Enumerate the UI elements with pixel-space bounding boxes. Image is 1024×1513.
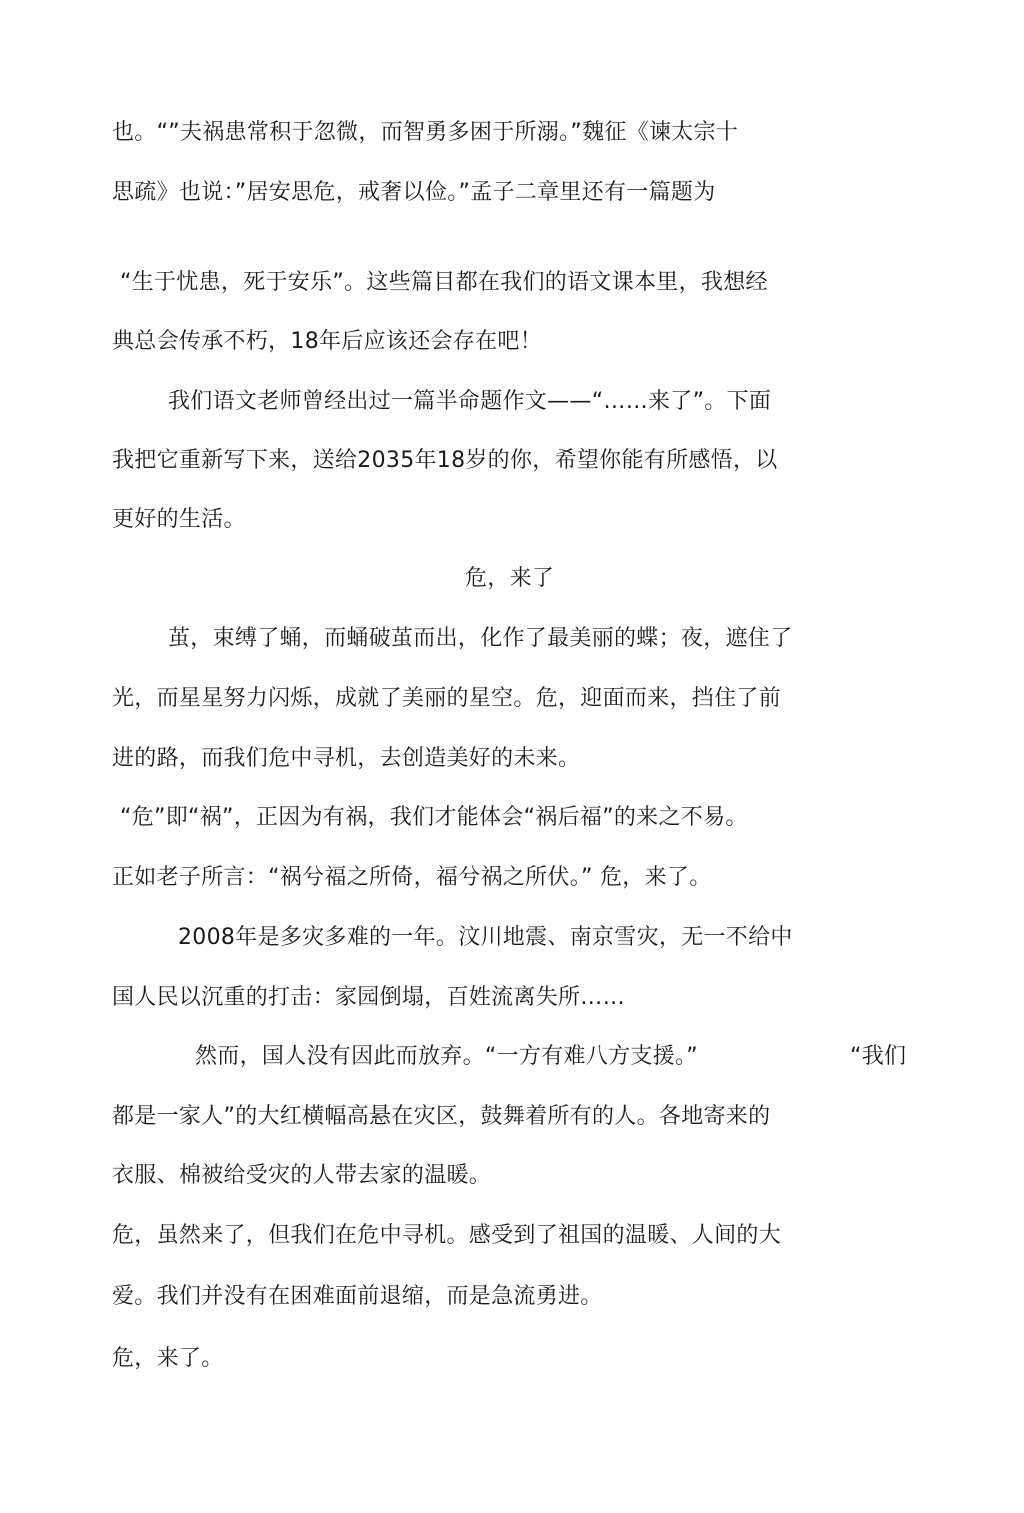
text-line: 也。“”夫祸患常积于忽微，而智勇多困于所溺。”魏征《谏太宗十 [112, 120, 739, 145]
text-line: 我把它重新写下来，送给2035年18岁的你，希望你能有所感悟，以 [112, 448, 778, 473]
text-line: 危，虽然来了，但我们在危中寻机。感受到了祖国的温暖、人间的大 [112, 1223, 782, 1248]
essay-title: 危，来了 [465, 566, 555, 591]
text-line: 爱。我们并没有在困难面前退缩，而是急流勇进。 [112, 1284, 603, 1309]
text-line: 衣服、棉被给受灾的人带去家的温暖。 [112, 1163, 492, 1188]
text-line: “我们 [850, 1044, 907, 1069]
text-line: 危，来了。 [112, 1346, 224, 1371]
text-line: 茧，束缚了蛹，而蛹破茧而出，化作了最美丽的蝶；夜，遮住了 [168, 626, 793, 651]
text-line: “危”即“祸”，正因为有祸，我们才能体会“祸后福”的来之不易。 [120, 805, 748, 830]
text-line: 正如老子所言：“祸兮福之所倚，福兮祸之所伏。” 危，来了。 [112, 865, 712, 890]
text-line: 典总会传承不朽，18年后应该还会存在吧！ [112, 329, 542, 354]
text-line: 光，而星星努力闪烁，成就了美丽的星空。危，迎面而来，挡住了前 [112, 686, 782, 711]
text-line: “生于忧患，死于安乐”。这些篇目都在我们的语文课本里，我想经 [120, 270, 768, 295]
text-line: 进的路，而我们危中寻机，去创造美好的未来。 [112, 746, 581, 771]
text-line: 国人民以沉重的打击：家园倒塌，百姓流离失所…… [112, 985, 625, 1010]
text-line: 我们语文老师曾经出过一篇半命题作文——“……来了”。下面 [168, 389, 772, 414]
text-line: 都是一家人”的大红横幅高悬在灾区，鼓舞着所有的人。各地寄来的 [112, 1104, 771, 1129]
text-line: 思疏》也说：”居安思危，戒奢以俭。”孟子二章里还有一篇题为 [112, 180, 716, 205]
text-line: 2008年是多灾多难的一年。汶川地震、南京雪灾，无一不给中 [178, 925, 793, 950]
text-line: 然而，国人没有因此而放弃。“一方有难八方支援。” [195, 1044, 698, 1069]
text-line: 更好的生活。 [112, 507, 246, 532]
